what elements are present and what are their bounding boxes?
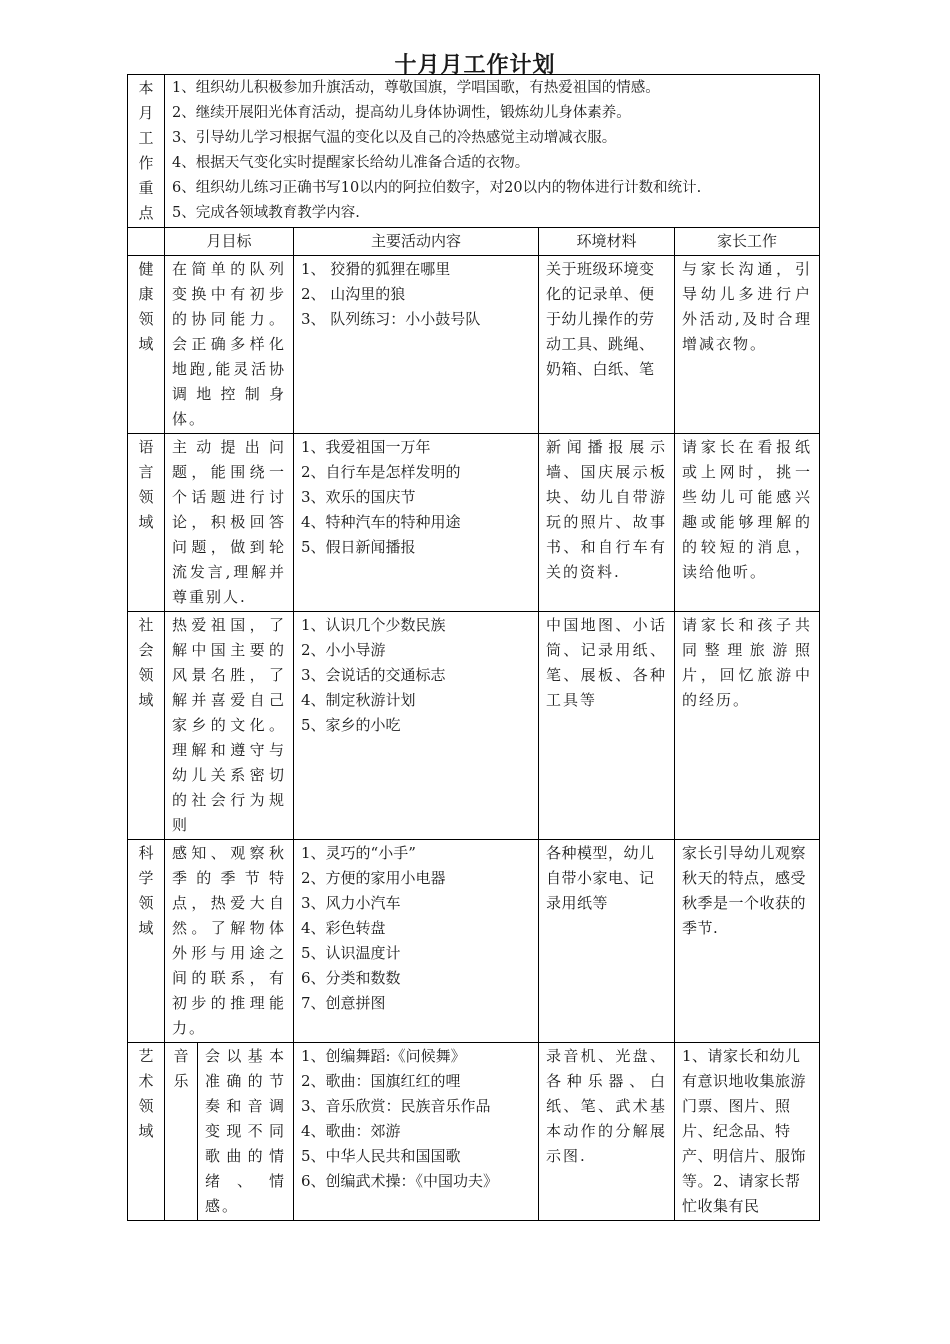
page-title: 十月月工作计划 xyxy=(394,53,556,78)
domain-name: 艺术领域 xyxy=(138,1047,154,1140)
header-goal: 月目标 xyxy=(165,228,294,256)
activity-item: 5、认识温度计 xyxy=(301,944,401,962)
domain-name-cell xyxy=(128,434,165,612)
header-activities: 主要活动内容 xyxy=(294,228,539,256)
activity-item: 1、灵巧的“小手” xyxy=(301,844,416,862)
domain-goal: 会以基本准确的节奏和音调变现不同歌曲的情绪、情感。 xyxy=(198,1043,294,1221)
work-plan-table xyxy=(127,74,820,1221)
domain-row-art xyxy=(128,1043,820,1221)
activity-item: 4、歌曲：郊游 xyxy=(301,1122,401,1140)
activity-item: 5、中华人民共和国国歌 xyxy=(301,1147,461,1165)
activity-item: 1、认识几个少数民族 xyxy=(301,616,446,634)
domain-row-language xyxy=(128,434,820,612)
focus-item: 4、根据天气变化实时提醒家长给幼儿准备合适的衣物。 xyxy=(172,155,530,171)
domain-parents: 1、请家长和幼儿有意识地收集旅游门票、图片、照片、纪念品、特产、明信片、服饰等。2、请家长帮忙收集有民 xyxy=(675,1043,820,1221)
domain-row-science xyxy=(128,840,820,1043)
activity-item: 4、彩色转盘 xyxy=(301,919,386,937)
activity-item: 3、风力小汽车 xyxy=(301,894,401,912)
activity-item: 2、歌曲：国旗红红的哩 xyxy=(301,1072,461,1090)
domain-name: 社会领域 xyxy=(138,616,154,709)
empty-header-cell xyxy=(128,228,165,256)
activity-item: 3、 队列练习：小小鼓号队 xyxy=(301,310,481,328)
activity-item: 1、我爱祖国一万年 xyxy=(301,438,431,456)
domain-activities xyxy=(294,256,539,434)
art-sub-cell xyxy=(165,1043,198,1221)
domain-materials: 各种模型，幼儿自带小家电、记录用纸等 xyxy=(539,840,675,1043)
domain-materials: 新闻播报展示墙、国庆展示板块、幼儿自带游玩的照片、故事书、和自行车有关的资料. xyxy=(539,434,675,612)
domain-row-health xyxy=(128,256,820,434)
domain-activities xyxy=(294,612,539,840)
activity-item: 6、创编武术操：《中国功夫》 xyxy=(301,1172,499,1190)
focus-item: 6、组织幼儿练习正确书写10以内的阿拉伯数字，对20以内的物体进行计数和统计. xyxy=(172,180,702,196)
activity-item: 4、特种汽车的特种用途 xyxy=(301,513,461,531)
activity-item: 2、方便的家用小电器 xyxy=(301,869,446,887)
activity-item: 3、欢乐的国庆节 xyxy=(301,488,416,506)
domain-goal: 主动提出问题，能围绕一个话题进行讨论，积极回答问题，做到轮流发言,理解并尊重别人. xyxy=(165,434,294,612)
monthly-focus-label: 本月工作重点 xyxy=(138,79,154,222)
monthly-focus-row xyxy=(128,75,820,228)
art-sub-label: 音乐 xyxy=(173,1047,189,1090)
header-parents: 家长工作 xyxy=(675,228,820,256)
domain-materials: 关于班级环境变化的记录单、便于幼儿操作的劳动工具、跳绳、奶箱、白纸、笔 xyxy=(539,256,675,434)
activity-item: 5、家乡的小吃 xyxy=(301,716,401,734)
activity-item: 2、自行车是怎样发明的 xyxy=(301,463,461,481)
monthly-focus-list xyxy=(165,75,820,228)
activity-item: 1、 狡猾的狐狸在哪里 xyxy=(301,260,451,278)
activity-item: 1、创编舞蹈:《问候舞》 xyxy=(301,1047,466,1065)
domain-materials: 中国地图、小话筒、记录用纸、笔、展板、各种工具等 xyxy=(539,612,675,840)
monthly-focus-label-cell xyxy=(128,75,165,228)
domain-parents: 与家长沟通，引导幼儿多进行户外活动,及时合理增减衣物。 xyxy=(675,256,820,434)
domain-name-cell xyxy=(128,256,165,434)
domain-name-cell xyxy=(128,1043,165,1221)
focus-item: 1、组织幼儿积极参加升旗活动，尊敬国旗，学唱国歌，有热爱祖国的情感。 xyxy=(172,80,660,96)
domain-name-cell xyxy=(128,840,165,1043)
domain-activities xyxy=(294,840,539,1043)
focus-item: 5、完成各领域教育教学内容. xyxy=(172,205,360,221)
focus-item: 3、引导幼儿学习根据气温的变化以及自己的冷热感觉主动增减衣服。 xyxy=(172,130,617,146)
activity-item: 4、制定秋游计划 xyxy=(301,691,416,709)
domain-name: 语言领域 xyxy=(138,438,154,531)
domain-row-society xyxy=(128,612,820,840)
column-header-row xyxy=(128,228,820,256)
activity-item: 3、音乐欣赏：民族音乐作品 xyxy=(301,1097,491,1115)
domain-activities xyxy=(294,434,539,612)
domain-name: 健康领域 xyxy=(138,260,154,353)
domain-goal: 热爱祖国，了解中国主要的风景名胜，了解并喜爱自己家乡的文化。理解和遵守与幼儿关系密切的社会行为规则 xyxy=(165,612,294,840)
activity-item: 2、小小导游 xyxy=(301,641,386,659)
domain-parents: 请家长在看报纸或上网时，挑一些幼儿可能感兴趣或能够理解的的较短的消息，读给他听。 xyxy=(675,434,820,612)
domain-parents: 家长引导幼儿观察秋天的特点，感受秋季是一个收获的季节. xyxy=(675,840,820,1043)
activity-item: 6、分类和数数 xyxy=(301,969,401,987)
domain-goal: 感知、观察秋季的季节特点，热爱大自然。了解物体外形与用途之间的联系，有初步的推理能力。 xyxy=(165,840,294,1043)
activity-item: 7、创意拼图 xyxy=(301,994,386,1012)
domain-goal: 在简单的队列变换中有初步的协同能力。会正确多样化地跑,能灵活协调地控制身体。 xyxy=(165,256,294,434)
activity-item: 5、假日新闻播报 xyxy=(301,538,416,556)
domain-name: 科学领域 xyxy=(138,844,154,937)
focus-item: 2、继续开展阳光体育活动，提高幼儿身体协调性，锻炼幼儿身体素养。 xyxy=(172,105,631,121)
domain-activities xyxy=(294,1043,539,1221)
activity-item: 2、 山沟里的狼 xyxy=(301,285,406,303)
activity-item: 3、会说话的交通标志 xyxy=(301,666,446,684)
domain-materials: 录音机、光盘、各种乐器、白纸、笔、武术基本动作的分解展示图. xyxy=(539,1043,675,1221)
domain-parents: 请家长和孩子共同整理旅游照片，回忆旅游中的经历。 xyxy=(675,612,820,840)
domain-name-cell xyxy=(128,612,165,840)
header-materials: 环境材料 xyxy=(539,228,675,256)
